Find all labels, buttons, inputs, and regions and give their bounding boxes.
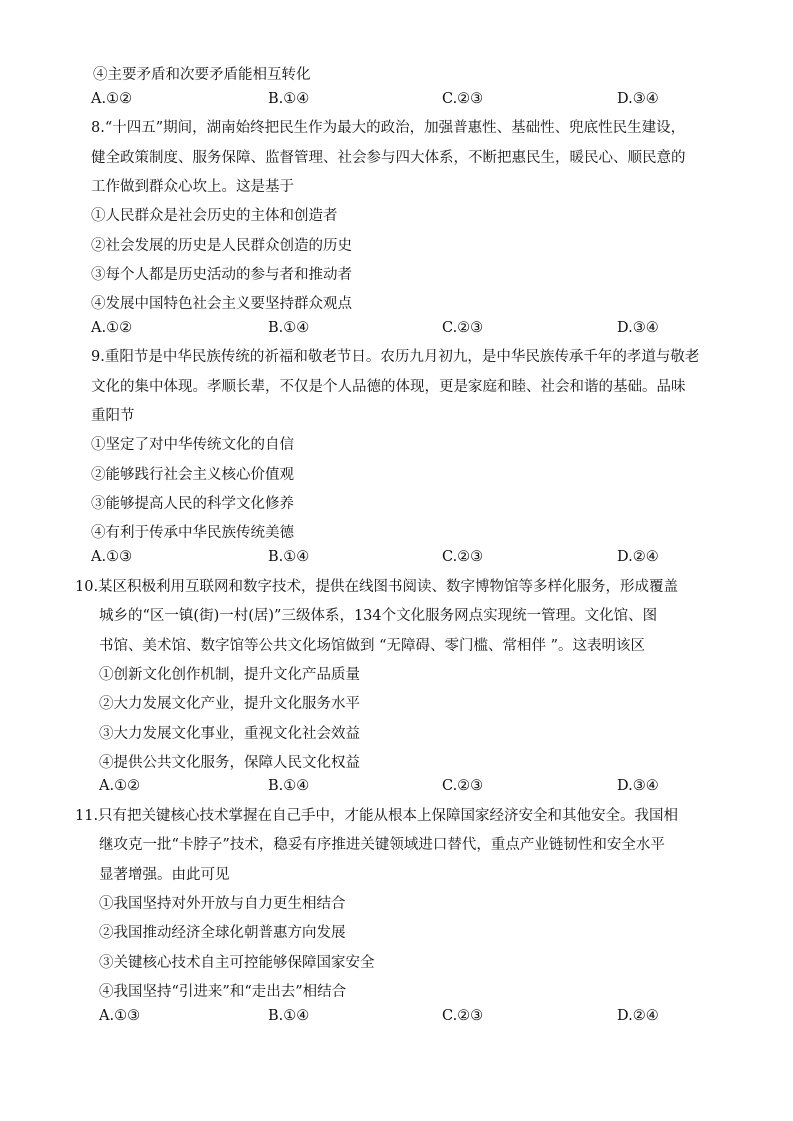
- q11-choice-a: A.①③: [99, 1008, 141, 1024]
- q9-option-1: ①坚定了对中华传统文化的自信: [91, 437, 294, 453]
- q11-stem-line2: 继攻克一批“卡脖子”技术，稳妥有序推进关键领域进口替代，重点产业链韧性和安全水平: [99, 837, 665, 853]
- q9-option-3: ③能够提高人民的科学文化修养: [91, 496, 294, 512]
- q7-choice-d: D.③④: [617, 91, 659, 107]
- q11-option-3: ③关键核心技术自主可控能够保障国家安全: [99, 955, 375, 971]
- q10-choice-c: C.②③: [442, 778, 484, 794]
- q8-stem-line1: 8.“十四五”期间，湖南始终把民生作为最大的政治，加强普惠性、基础性、兜底性民生建设，: [91, 120, 686, 136]
- q10-option-3: ③大力发展文化事业，重视文化社会效益: [99, 726, 360, 742]
- q7-choice-b: B.①④: [268, 91, 310, 107]
- q11-option-2: ②我国推动经济全球化朝普惠方向发展: [99, 925, 346, 941]
- q8-option-4: ④发展中国特色社会主义要坚持群众观点: [91, 296, 352, 312]
- q10-stem-line2: 城乡的“区一镇(街)一村(居)”三级体系，134个文化服务网点实现统一管理。文化馆、图: [99, 608, 658, 624]
- q11-stem-line1: 11.只有把关键核心技术掌握在自己手中，才能从根本上保障国家经济安全和其他安全。我国相: [75, 808, 679, 824]
- q8-option-2: ②社会发展的历史是人民群众创造的历史: [91, 238, 352, 254]
- q8-option-3: ③每个人都是历史活动的参与者和推动者: [91, 267, 352, 283]
- q8-option-1: ①人民群众是社会历史的主体和创造者: [91, 208, 338, 224]
- q10-stem-line1: 10.某区积极利用互联网和数字技术，提供在线图书阅读、数字博物馆等多样化服务，形成覆盖: [75, 579, 679, 595]
- q8-choice-d: D.③④: [617, 320, 659, 336]
- q9-stem-line1: 9.重阳节是中华民族传统的祈福和敬老节日。农历九月初九，是中华民族传承千年的孝道与敬老: [91, 349, 700, 365]
- q11-choice-d: D.②④: [617, 1008, 659, 1024]
- q8-choice-c: C.②③: [442, 320, 484, 336]
- q11-choice-b: B.①④: [268, 1008, 310, 1024]
- q11-option-1: ①我国坚持对外开放与自力更生相结合: [99, 896, 346, 912]
- q11-choice-c: C.②③: [442, 1008, 484, 1024]
- q10-option-1: ①创新文化创作机制，提升文化产品质量: [99, 667, 360, 683]
- q8-stem-line3: 工作做到群众心坎上。这是基于: [91, 179, 294, 195]
- q7-choice-c: C.②③: [442, 91, 484, 107]
- q9-option-2: ②能够践行社会主义核心价值观: [91, 467, 294, 483]
- q9-choice-d: D.②④: [617, 549, 659, 565]
- q11-stem-line3: 显著增强。由此可见: [99, 867, 230, 883]
- q10-choice-d: D.③④: [617, 778, 659, 794]
- q8-stem-line2: 健全政策制度、服务保障、监督管理、社会参与四大体系，不断把惠民生，暖民心、顺民意的: [91, 150, 686, 166]
- q10-stem-line3: 书馆、美术馆、数字馆等公共文化场馆做到 “无障碍、零门槛、常相伴 ”。这表明该区: [99, 638, 646, 654]
- q10-choice-a: A.①②: [99, 778, 141, 794]
- q9-choice-a: A.①③: [91, 549, 133, 565]
- q10-option-4: ④提供公共文化服务，保障人民文化权益: [99, 755, 360, 771]
- q7-choice-a: A.①②: [91, 91, 133, 107]
- q7-option-4: ④主要矛盾和次要矛盾能相互转化: [93, 67, 311, 83]
- q8-choice-a: A.①②: [91, 320, 133, 336]
- q10-option-2: ②大力发展文化产业，提升文化服务水平: [99, 696, 360, 712]
- q9-choice-c: C.②③: [442, 549, 484, 565]
- q11-option-4: ④我国坚持“引进来”和“走出去”相结合: [99, 984, 347, 1000]
- q10-choice-b: B.①④: [268, 778, 310, 794]
- q9-option-4: ④有利于传承中华民族传统美德: [91, 525, 294, 541]
- q9-stem-line3: 重阳节: [91, 408, 135, 424]
- q9-choice-b: B.①④: [268, 549, 310, 565]
- q8-choice-b: B.①④: [268, 320, 310, 336]
- q9-stem-line2: 文化的集中体现。孝顺长辈，不仅是个人品德的体现，更是家庭和睦、社会和谐的基础。品味: [91, 379, 686, 395]
